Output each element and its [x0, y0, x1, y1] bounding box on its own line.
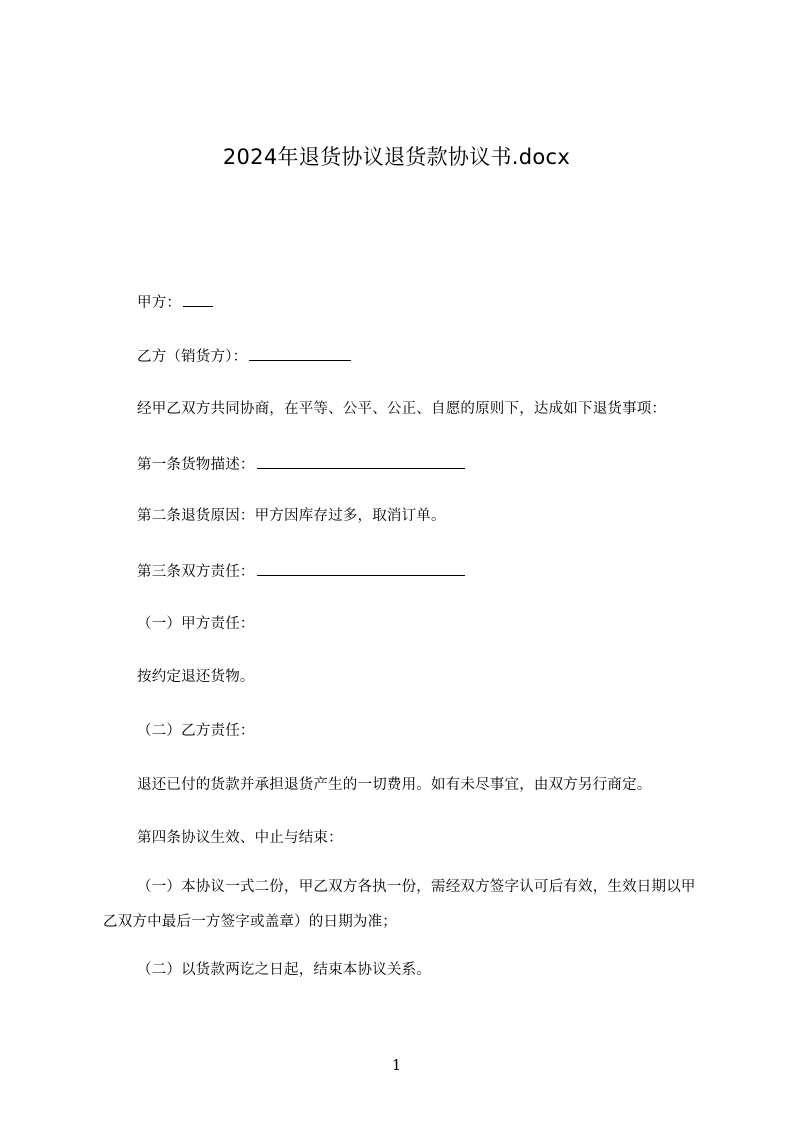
party-a-blank: [183, 290, 213, 307]
article-3-line: [137, 559, 465, 583]
article-4-item-1: （一）本协议一式二份，甲乙双方各执一份，需经双方签字认可后有效，生效日期以甲乙双方中最后一方签字或盖章）的日期为准；: [103, 879, 696, 930]
party-a-line: [137, 290, 213, 314]
article-4-item-2: （二）以货款两讫之日起，结束本协议关系。: [137, 962, 431, 978]
article-1-blank: [257, 452, 465, 469]
page-number: 1: [391, 1056, 402, 1074]
article-3-a-text: 按约定退还货物。: [137, 669, 255, 685]
article-3-b-text: 退还已付的货款并承担退货产生的一切费用。如有未尽事宜，由双方另行商定。: [137, 777, 652, 793]
party-b-line: [137, 344, 351, 368]
party-b-blank: [249, 344, 351, 361]
article-1-label: 第一条货物描述：: [137, 457, 255, 473]
article-1-line: [137, 452, 465, 476]
article-2-paragraph: 第二条退货原因：甲方因库存过多，取消订单。: [137, 508, 446, 524]
article-3-blank: [257, 559, 465, 576]
article-3-label: 第三条双方责任：: [137, 564, 255, 580]
article-4-heading: 第四条协议生效、中止与结束：: [137, 830, 343, 846]
article-3-b-heading: （二）乙方责任：: [137, 723, 255, 739]
document-title: 2024年退货协议退货款协议书.docx: [222, 145, 571, 169]
intro-paragraph: 经甲乙双方共同协商，在平等、公平、公正、自愿的原则下，达成如下退货事项：: [137, 401, 667, 417]
party-b-label: 乙方（销货方）：: [137, 349, 248, 365]
party-a-label: 甲方：: [137, 295, 182, 311]
article-3-a-heading: （一）甲方责任：: [137, 616, 255, 632]
